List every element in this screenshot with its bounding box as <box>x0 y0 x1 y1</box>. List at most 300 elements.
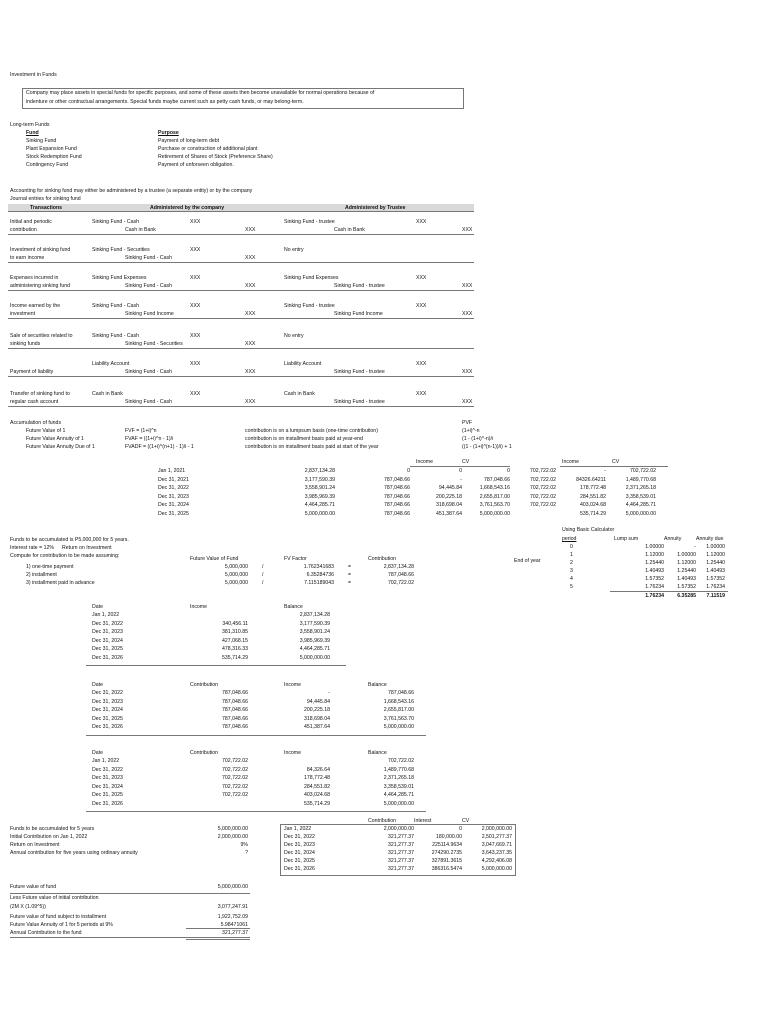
divider-line <box>86 665 346 666</box>
section-heading: Accumulation of funds <box>10 420 62 426</box>
col-header: Balance <box>284 604 303 610</box>
fv-factor: 7.115189043 <box>304 580 334 586</box>
divider-line <box>86 811 426 812</box>
cv-value: 2,501,277.37 <box>481 834 512 840</box>
period-value: 0 <box>570 544 573 550</box>
lump-value: 1.25440 <box>645 560 664 566</box>
transaction-label: Initial and periodic <box>10 219 52 225</box>
interest-value: 327891.3615 <box>431 858 462 864</box>
fv-value: 4,464,285.71 <box>304 502 335 508</box>
credit-amount: XXX <box>245 255 256 261</box>
credit-amount: XXX <box>462 283 473 289</box>
col-header: Annuity due <box>696 536 724 542</box>
col-header: Fund <box>26 130 39 136</box>
cv-value: 787,048.66 <box>484 476 510 483</box>
debit-amount: XXX <box>190 333 201 339</box>
period-value: 2 <box>570 560 573 566</box>
calc-label: Future Value Annuity of 1 for 5 periods at 9% <box>10 922 113 928</box>
income-value: 451,387.64 <box>436 510 462 517</box>
balance-value: 702,722.02 <box>388 758 414 764</box>
income-value: 340,456.11 <box>222 620 248 627</box>
col-header: CV <box>462 818 470 824</box>
contribution-value: 787,048.66 <box>222 690 248 696</box>
journal-debit: Sinking Fund Expenses <box>92 275 147 281</box>
trustee-credit: Sinking Fund - trustee <box>334 399 385 405</box>
annuity-value: - <box>694 544 696 550</box>
cv-value: 5,000,000.00 <box>481 866 512 872</box>
trustee-debit: Sinking Fund - trustee <box>284 303 335 309</box>
income-value: 84326.64211 <box>576 476 606 483</box>
lump-value: 1.40493 <box>645 568 664 574</box>
equals-sign: = <box>348 572 352 578</box>
balance-value: 4,464,285.71 <box>383 792 414 799</box>
divide-sign: / <box>262 564 264 570</box>
interest-value: 386316.5474 <box>431 866 462 872</box>
income-value: 200,225.18 <box>304 707 330 714</box>
accum-label: Future Value Annuity of 1 <box>26 436 84 442</box>
col-header: Balance <box>368 682 387 688</box>
problem-row-label: Initial Contribution on Jan 1, 2022 <box>10 834 88 840</box>
calc-value: 5.98471061 <box>220 922 248 928</box>
period-value: 3 <box>570 568 573 574</box>
trustee-debit: Sinking Fund - trustee <box>284 219 335 225</box>
trustee-debit: No entry <box>284 333 304 339</box>
schedule-date: Dec 31, 2023 <box>284 842 315 848</box>
contribution-value: 2,000,000.00 <box>383 826 414 832</box>
trustee-credit: Sinking Fund Income <box>334 311 383 317</box>
col-header: Annuity <box>664 536 682 542</box>
accum-formula: FVADF = ((1+i)^(n+1) - 1)/i - 1 <box>125 444 194 450</box>
balance-value: 2,837,134.28 <box>299 612 330 618</box>
col-header: Income <box>284 682 302 688</box>
table-date: Dec 31, 2023 <box>92 698 123 705</box>
problem-text: Interest rate = 12% <box>10 545 54 551</box>
credit-amount: XXX <box>462 399 473 405</box>
schedule-date: Dec 31, 2022 <box>284 834 315 840</box>
cv-value: 3,358,539.01 <box>625 493 656 500</box>
problem-row-label: Annual contribution for five years using ordinary annuity <box>10 850 138 856</box>
credit-amount: XXX <box>245 311 256 317</box>
advance-value: 702,722.02 <box>530 468 556 474</box>
schedule-date: Dec 31, 2021 <box>158 476 189 483</box>
income-value: 0 <box>459 468 462 474</box>
col-header: Date <box>92 750 103 756</box>
credit-amount: XXX <box>245 341 256 347</box>
contribution-value: 0 <box>407 468 410 474</box>
journal-debit: Sinking Fund - Securities <box>92 247 150 253</box>
total-lump: 1.76234 <box>645 593 664 599</box>
divider-line <box>8 262 474 263</box>
fv-value: 5,000,000 <box>224 564 248 570</box>
income-value: 284,551.82 <box>580 493 606 500</box>
interest-value: 274290.2735 <box>431 850 462 856</box>
balance-value: 787,048.66 <box>388 690 414 696</box>
fv-value: 3,177,590.39 <box>304 476 335 483</box>
contribution-value: 321,277.37 <box>388 858 414 864</box>
cv-value: 2,655,817.00 <box>479 493 510 500</box>
col-header: CV <box>612 459 620 465</box>
annuity-value: 1.00000 <box>677 552 696 558</box>
journal-debit: Cash in Bank <box>92 391 123 397</box>
debit-amount: XXX <box>190 275 201 281</box>
table-date: Dec 31, 2022 <box>92 766 123 773</box>
income-value: 403,024.68 <box>580 502 606 508</box>
schedule-date: Jan 1, 2022 <box>284 826 312 832</box>
contribution-value: 321,277.37 <box>388 850 414 856</box>
fund-purpose: Purchase or construction of additional plant <box>158 146 258 152</box>
schedule-date: Dec 31, 2022 <box>158 485 189 491</box>
income-value: 427,068.15 <box>222 637 248 644</box>
table-date: Dec 31, 2023 <box>92 775 123 782</box>
problem-text: Compute for contribution to be made assuming: <box>10 553 120 559</box>
divider-line <box>610 591 728 592</box>
table-date: Dec 31, 2022 <box>92 690 123 696</box>
contribution-value: 787,048.66 <box>384 502 410 508</box>
divide-sign: / <box>262 580 264 586</box>
income-value: 318,698.04 <box>436 502 462 508</box>
transaction-label: Payment of liability <box>10 369 54 375</box>
balance-value: 2,655,817.00 <box>383 707 414 714</box>
divider-line <box>8 211 474 212</box>
credit-amount: XXX <box>245 283 256 289</box>
problem-row-value: 2,000,000.00 <box>217 834 248 840</box>
fv-value: 2,837,134.28 <box>304 468 335 474</box>
annuity-due-value: 1.57352 <box>706 576 725 582</box>
fund-name: Sinking Fund <box>26 138 57 144</box>
contribution-value: 702,722.02 <box>222 792 248 799</box>
cv-value: 4,464,285.71 <box>625 502 656 508</box>
debit-amount: XXX <box>416 219 427 225</box>
fund-name: Stock Redemption Fund <box>26 154 82 160</box>
table-date: Dec 31, 2023 <box>92 629 123 636</box>
col-header: Administered by the company <box>150 205 225 211</box>
fund-name: Plant Expansion Fund <box>26 146 77 152</box>
divider-line <box>8 406 474 407</box>
contribution-value: 787,048.66 <box>388 572 414 578</box>
income-value: - <box>604 468 606 474</box>
advance-value: 702,722.02 <box>530 476 556 483</box>
calc-value: 5,000,000.00 <box>217 884 248 890</box>
table-date: Jan 1, 2022 <box>92 612 120 618</box>
divider-line <box>186 939 250 940</box>
period-value: 5 <box>570 584 573 590</box>
problem-row-label: 1) one-time payment <box>26 564 74 570</box>
credit-amount: XXX <box>462 227 473 233</box>
table-date: Dec 31, 2025 <box>92 646 123 653</box>
transaction-label: Transfer of sinking fund to <box>10 391 70 397</box>
balance-value: 1,668,543.16 <box>383 698 414 705</box>
balance-value: 3,558,901.24 <box>299 629 330 636</box>
credit-amount: XXX <box>245 399 256 405</box>
contribution-value: 702,722.02 <box>388 580 414 586</box>
debit-amount: XXX <box>416 303 427 309</box>
balance-value: 2,371,265.18 <box>383 775 414 782</box>
fv-value: 5,000,000 <box>224 580 248 586</box>
fv-value: 5,000,000.00 <box>304 510 335 517</box>
table-date: Dec 31, 2026 <box>92 801 123 807</box>
divider-line <box>8 348 474 349</box>
schedule-date: Jan 1, 2021 <box>158 468 186 474</box>
problem-text: Return on Investment <box>62 545 112 551</box>
schedule-date: Dec 31, 2024 <box>284 850 315 856</box>
col-header: Income <box>416 459 434 465</box>
divider-line <box>8 376 474 377</box>
transaction-label: contribution <box>10 227 37 233</box>
debit-amount: XXX <box>190 247 201 253</box>
problem-row-label: Funds to be accumulated for 5 years <box>10 826 95 832</box>
trustee-credit: Cash in Bank <box>334 227 365 233</box>
lump-value: 1.57352 <box>645 576 664 582</box>
col-header: Administered by Trustee <box>345 205 406 211</box>
income-value: 451,387.64 <box>304 724 330 731</box>
trustee-credit: Sinking Fund - trustee <box>334 369 385 375</box>
cv-value: 4,292,406.08 <box>481 858 512 864</box>
table-date: Dec 31, 2026 <box>92 724 123 731</box>
balance-value: 4,464,285.71 <box>299 646 330 653</box>
pvf-formula: ((1 - (1+i)^(n-1))/i) + 1 <box>462 444 512 450</box>
contribution-value: 702,722.02 <box>222 758 248 764</box>
income-value: 178,772.48 <box>580 485 606 491</box>
annuity-due-value: 1.12000 <box>706 552 725 558</box>
cv-value: 0 <box>507 468 510 474</box>
income-value: 284,551.82 <box>304 783 330 790</box>
pvf-formula: (1+i)^-n <box>462 428 480 434</box>
schedule-box <box>280 824 516 876</box>
transaction-label: administering sinking fund <box>10 283 70 289</box>
income-value: 535,714.29 <box>304 801 330 807</box>
contribution-value: 787,048.66 <box>222 698 248 705</box>
annuity-due-value: 1.25440 <box>706 560 725 566</box>
journal-credit: Sinking Fund - Cash <box>125 255 172 261</box>
transaction-label: Sale of securities related to <box>10 333 73 339</box>
schedule-date: Dec 31, 2024 <box>158 502 189 508</box>
cv-value: 3,047,669.71 <box>481 842 512 848</box>
transaction-label: regular cash account <box>10 399 59 405</box>
intro-line: indenture or other contractual arrangements. Special funds maybe current such as petty cash funds, or may belong-term. <box>26 99 304 105</box>
divider-line <box>8 234 474 235</box>
calc-label: Future value of fund <box>10 884 57 890</box>
annuity-value: 1.40493 <box>677 576 696 582</box>
calc-label: Annual Contribution to the fund <box>10 930 82 936</box>
col-header: FV Factor <box>284 556 307 562</box>
transaction-label: investment <box>10 311 36 317</box>
accounting-note: Accounting for sinking fund may either be administered by a trustee (a separate entity) or by the company <box>10 188 253 194</box>
col-header: Purpose <box>158 130 179 136</box>
period-value: 4 <box>570 576 573 582</box>
trustee-debit: Cash in Bank <box>284 391 315 397</box>
debit-amount: XXX <box>190 391 201 397</box>
table-date: Dec 31, 2022 <box>92 620 123 627</box>
table-date: Dec 31, 2024 <box>92 783 123 790</box>
balance-value: 5,000,000.00 <box>299 655 330 661</box>
total-annuity: 6.35285 <box>677 593 696 599</box>
schedule-date: Dec 31, 2023 <box>158 493 189 500</box>
income-value: 535,714.29 <box>222 655 248 661</box>
journal-credit: Sinking Fund - Cash <box>125 283 172 289</box>
table-date: Dec 31, 2024 <box>92 707 123 714</box>
divider-line <box>186 928 250 929</box>
calculator-heading: Using Basic Calculator <box>562 527 615 533</box>
income-value: - <box>460 476 462 483</box>
fv-factor: 1.762341683 <box>303 564 334 570</box>
fund-purpose: Retirement of Shares of Stock (Preference Share) <box>158 154 273 160</box>
debit-amount: XXX <box>416 275 427 281</box>
col-header: Date <box>92 682 103 688</box>
balance-value: 3,358,539.01 <box>383 783 414 790</box>
equals-sign: = <box>348 564 352 570</box>
table-date: Dec 31, 2026 <box>92 655 123 661</box>
col-header: Balance <box>368 750 387 756</box>
contribution-value: 702,722.02 <box>222 766 248 773</box>
fund-name: Contingency Fund <box>26 162 69 168</box>
income-value: 84,326.64 <box>306 766 330 773</box>
end-of-year-label: End of year <box>514 558 541 564</box>
divider-line <box>560 466 668 467</box>
intro-line: Company may place assets in special funds for specific purposes, and some of these assets then become unavailable for normal operations because of <box>26 90 375 96</box>
debit-amount: XXX <box>190 361 201 367</box>
credit-amount: XXX <box>462 369 473 375</box>
income-value: 178,772.48 <box>304 775 330 782</box>
col-header: Transactions <box>30 205 63 211</box>
contribution-value: 321,277.37 <box>388 866 414 872</box>
col-header: Date <box>92 604 103 610</box>
schedule-date: Dec 31, 2026 <box>284 866 315 872</box>
balance-value: 5,000,000.00 <box>383 801 414 807</box>
divider-line <box>86 735 426 736</box>
credit-amount: XXX <box>245 227 256 233</box>
table-date: Dec 31, 2024 <box>92 637 123 644</box>
interest-value: 225114.9634 <box>432 842 462 848</box>
calc-value: 3,077,247.91 <box>217 904 248 910</box>
transaction-label: sinking funds <box>10 341 41 347</box>
cv-value: 5,000,000.00 <box>625 510 656 517</box>
contribution-value: 787,048.66 <box>222 724 248 731</box>
pvf-formula: (1 - (1+i)^-n)/i <box>462 436 494 442</box>
trustee-debit: Sinking Fund Expenses <box>284 275 339 281</box>
col-header: Lump sum <box>614 536 639 542</box>
col-header: Income <box>190 604 208 610</box>
transaction-label: Investment of sinking fund <box>10 247 71 253</box>
debit-amount: XXX <box>190 219 201 225</box>
col-header: Contribution <box>190 682 218 688</box>
accum-label: Future Value of 1 <box>26 428 66 434</box>
lump-value: 1.76234 <box>645 584 664 590</box>
divide-sign: / <box>262 572 264 578</box>
cv-value: 1,668,543.16 <box>479 485 510 491</box>
col-header: period <box>562 536 577 542</box>
cv-value: 3,643,237.35 <box>481 850 512 856</box>
fv-value: 5,000,000 <box>224 572 248 578</box>
accum-formula: FVAF = ((1+i)^n - 1)/i <box>125 436 174 442</box>
fund-purpose: Payment of long-term debt <box>158 138 220 144</box>
fv-value: 3,558,901.24 <box>304 485 335 491</box>
journal-credit: Cash in Bank <box>125 227 156 233</box>
cv-value: 3,761,563.70 <box>479 502 510 508</box>
col-header: Contribution <box>190 750 218 756</box>
accum-label: Future Value Annuity Due of 1 <box>26 444 95 450</box>
advance-value: 702,722.02 <box>530 485 556 491</box>
credit-amount: XXX <box>462 311 473 317</box>
calc-label: Less Future value of initial contribution <box>10 895 99 901</box>
advance-value: 702,722.02 <box>530 502 556 508</box>
journal-credit: Sinking Fund - Securities <box>125 341 183 347</box>
income-value: 403,024.68 <box>304 792 330 799</box>
fv-factor: 6.35284736 <box>306 572 334 578</box>
income-value: 200,225.18 <box>436 493 462 500</box>
equals-sign: = <box>348 580 352 586</box>
journal-credit: Sinking Fund - Cash <box>125 369 172 375</box>
contribution-value: 787,048.66 <box>222 707 248 714</box>
balance-value: 5,000,000.00 <box>383 724 414 731</box>
col-header: CV <box>462 459 470 465</box>
contribution-value: 702,722.02 <box>222 783 248 790</box>
transaction-label: Income earned by the <box>10 303 61 309</box>
contribution-value: 321,277.37 <box>388 834 414 840</box>
contribution-value: 787,048.66 <box>384 493 410 500</box>
problem-text: Funds to be accumulated is P5,000,000 for 5 years. <box>10 537 129 543</box>
journal-debit: Sinking Fund - Cash <box>92 303 139 309</box>
cv-value: 2,371,265.18 <box>625 485 656 491</box>
schedule-date: Dec 31, 2025 <box>284 858 315 864</box>
transaction-label: to earn income <box>10 255 45 261</box>
income-value: 535,714.29 <box>580 510 606 517</box>
annuity-due-value: 1.76234 <box>706 584 725 590</box>
table-date: Dec 31, 2025 <box>92 792 123 799</box>
cv-value: 1,489,770.68 <box>625 476 656 483</box>
income-value: 381,310.85 <box>222 629 248 636</box>
divider-line <box>10 937 250 938</box>
divider-line <box>8 318 474 319</box>
problem-row-label: Return on Investment <box>10 842 60 848</box>
income-value: 94,445.84 <box>306 698 330 705</box>
credit-amount: XXX <box>245 369 256 375</box>
calc-label: Future value of fund subject to installment <box>10 914 107 920</box>
contribution-value: 702,722.02 <box>222 775 248 782</box>
accounting-note: Journal entries for sinking fund <box>10 196 81 202</box>
journal-credit: Sinking Fund - Cash <box>125 399 172 405</box>
divider-line <box>10 893 250 894</box>
balance-value: 3,985,969.39 <box>299 637 330 644</box>
debit-amount: XXX <box>416 391 427 397</box>
journal-debit: Liability Account <box>92 361 130 367</box>
fund-purpose: Payment of unforseen obligation. <box>158 162 234 168</box>
problem-row-label: 2) installment <box>26 572 57 578</box>
fv-value: 3,985,969.39 <box>304 493 335 500</box>
annuity-value: 1.25440 <box>677 568 696 574</box>
problem-row-label: 3) installment paid in advance <box>26 580 95 586</box>
balance-value: 1,489,770.68 <box>383 766 414 773</box>
cv-value: 702,722.02 <box>630 468 656 474</box>
income-value: 478,316.33 <box>222 646 248 653</box>
calc-label: (2M X (1.09^5)) <box>10 904 46 910</box>
col-header: Contribution <box>368 556 396 562</box>
accum-formula: FVF = (1+i)^n <box>125 428 157 434</box>
income-value: 318,698.04 <box>304 715 330 722</box>
contribution-value: 787,048.66 <box>222 715 248 722</box>
lump-value: 1.00000 <box>645 544 664 550</box>
debit-amount: XXX <box>416 361 427 367</box>
table-date: Dec 31, 2025 <box>92 715 123 722</box>
contribution-value: 321,277.37 <box>388 842 414 848</box>
col-header: Future Value of Fund <box>190 556 239 562</box>
contribution-value: 787,048.66 <box>384 485 410 491</box>
annuity-due-value: 1.00000 <box>706 544 725 550</box>
accum-desc: contribution is on installment basis paid at year-end <box>245 436 363 442</box>
period-value: 1 <box>570 552 573 558</box>
interest-value: 0 <box>459 826 462 832</box>
accum-desc: contribution is on a lumpsum basis (one-time contribution) <box>245 428 378 434</box>
calc-value: 321,277.37 <box>222 930 248 936</box>
